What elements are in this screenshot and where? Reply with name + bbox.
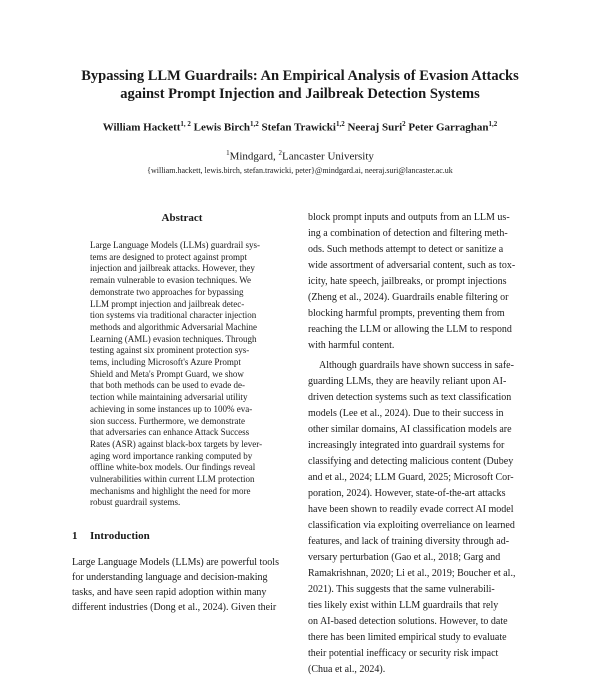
abstract-line: tems, including Microsoft's Azure Prompt bbox=[90, 357, 241, 368]
paragraph bbox=[308, 210, 534, 354]
text-line: driven detection systems such as text classification bbox=[308, 392, 512, 403]
abstract-line: Large Language Models (LLMs) guardrail sys- bbox=[90, 240, 261, 250]
abstract-line: testing against six prominent protection sys- bbox=[90, 345, 250, 356]
abstract-line: robust guardrail systems. bbox=[90, 497, 181, 508]
abstract-line: Rates (ASR) against black-box targets by lever- bbox=[90, 438, 263, 449]
text-line: guarding LLMs, they are heavily reliant upon AI- bbox=[308, 376, 507, 387]
affiliation-marker: 1 bbox=[226, 149, 230, 157]
author-name: Neeraj Suri bbox=[347, 121, 403, 134]
author-emails: {william.hackett, lewis.birch, stefan.trawicki, peter}@mindgard.ai, neeraj.suri@lancaster.ac.uk bbox=[147, 166, 453, 175]
intro-line: Large Language Models (LLMs) are powerful tools bbox=[72, 557, 279, 568]
section-title: Introduction bbox=[90, 530, 150, 542]
author-list bbox=[40, 120, 560, 134]
abstract-line: tection while maintaining adversarial utility bbox=[90, 392, 248, 403]
abstract-line: mechanisms and highlight the need for more bbox=[90, 485, 251, 496]
text-line: their potential inefficacy or security risk impact bbox=[308, 648, 499, 659]
abstract-line: LLM prompt injection and jailbreak detec- bbox=[90, 298, 245, 309]
text-line: on AI-based detection solutions. However, to date bbox=[308, 616, 508, 627]
text-line: poration, 2024). However, state-of-the-art attacks bbox=[308, 488, 506, 499]
abstract-line: achieving in some instances up to 100% eva- bbox=[90, 403, 253, 414]
text-line: ing a combination of detection and filtering meth- bbox=[308, 228, 508, 239]
text-line: blocking harmful prompts, preventing them from bbox=[308, 308, 505, 319]
abstract-line: that both methods can be used to evade de- bbox=[90, 380, 245, 391]
abstract-line: offline white-box models. Our findings reveal bbox=[90, 462, 256, 473]
text-line: block prompt inputs and outputs from an LLM us- bbox=[308, 212, 510, 223]
author-name: Lewis Birch bbox=[193, 121, 250, 134]
text-line: versary perturbation (Gao et al., 2018; Garg and bbox=[308, 552, 501, 563]
author-name: Stefan Trawicki bbox=[261, 121, 336, 134]
author-name: William Hackett bbox=[102, 121, 181, 134]
paragraph bbox=[308, 358, 534, 678]
abstract-heading: Abstract bbox=[161, 212, 203, 224]
text-line: 2021). This suggests that the same vulnerabili- bbox=[308, 584, 495, 595]
affiliation-name: Mindgard, bbox=[229, 150, 279, 163]
abstract-line: methods and algorithmic Adversarial Machine bbox=[90, 321, 257, 332]
author-affiliation-marker: 1,2 bbox=[250, 120, 259, 128]
text-line: wide assortment of adversarial content, such as tox- bbox=[308, 260, 516, 271]
text-line: ties likely exist within LLM guardrails that rely bbox=[308, 600, 499, 611]
abstract-line: remain vulnerable to evasion techniques. We bbox=[90, 275, 252, 286]
paper-title bbox=[40, 67, 560, 103]
abstract-line: demonstrate two approaches for bypassing bbox=[90, 286, 244, 297]
text-line: classifying and detecting malicious content (Dubey bbox=[308, 456, 514, 467]
abstract-line: vulnerabilities within current LLM protection bbox=[90, 474, 255, 485]
affiliations bbox=[40, 149, 560, 163]
abstract-line: that adversaries can enhance Attack Success bbox=[90, 427, 250, 438]
text-line: ods. Such methods attempt to detect or sanitize a bbox=[308, 244, 504, 255]
right-column bbox=[308, 210, 534, 678]
section-heading-introduction bbox=[72, 530, 150, 542]
text-line: (Chua et al., 2024). bbox=[308, 664, 386, 675]
introduction-body bbox=[72, 555, 294, 615]
text-line: increasingly integrated into guardrail systems for bbox=[308, 440, 505, 451]
author-name: Peter Garraghan bbox=[408, 121, 489, 134]
intro-line: different industries (Dong et al., 2024). Given their bbox=[72, 602, 277, 613]
author-affiliation-marker: 1,2 bbox=[335, 120, 345, 128]
text-line: there has been limited empirical study to evaluate bbox=[308, 632, 507, 643]
text-line: have been shown to readily evade correct AI model bbox=[308, 504, 514, 515]
title-line: Bypassing LLM Guardrails: An Empirical Analysis of Evasion Attacks bbox=[81, 68, 519, 84]
text-line: models (Lee et al., 2024). Due to their success in bbox=[308, 408, 504, 419]
text-line: Although guardrails have shown success in safe- bbox=[319, 360, 514, 371]
text-line: (Zheng et al., 2024). Guardrails enable filtering or bbox=[308, 292, 509, 303]
text-line: Ramakrishnan, 2020; Li et al., 2019; Boucher et al., bbox=[308, 568, 516, 579]
abstract-body bbox=[90, 240, 286, 509]
text-line: features, and lack of training diversity through ad- bbox=[308, 536, 510, 547]
text-line: icity, hate speech, jailbreaks, or prompt injections bbox=[308, 276, 507, 287]
text-line: and et al., 2024; LLM Guard, 2025; Microsoft Cor- bbox=[308, 472, 514, 483]
abstract-line: sion success. Furthermore, we demonstrate bbox=[90, 415, 245, 426]
abstract-line: Learning (AML) evasion techniques. Through bbox=[90, 333, 257, 344]
intro-line: for understanding language and decision-making bbox=[72, 572, 268, 583]
author-affiliation-marker: 2 bbox=[402, 120, 406, 128]
intro-line: tasks, and have seen rapid adoption within many bbox=[72, 587, 267, 598]
text-line: reaching the LLM or allowing the LLM to respond bbox=[308, 324, 512, 335]
text-line: other similar domains, AI classification models are bbox=[308, 424, 512, 435]
text-line: with harmful content. bbox=[308, 340, 395, 351]
text-line: classification via exploiting overreliance on learned bbox=[308, 520, 515, 531]
author-affiliation-marker: 1, 2 bbox=[180, 120, 191, 128]
affiliation-name: Lancaster University bbox=[281, 150, 374, 163]
affiliation-marker: 2 bbox=[278, 149, 282, 157]
section-number: 1 bbox=[72, 530, 78, 542]
title-line: against Prompt Injection and Jailbreak Detection Systems bbox=[120, 86, 480, 102]
abstract-line: tion systems via traditional character injection bbox=[90, 310, 257, 321]
abstract-line: aging word importance ranking computed by bbox=[90, 450, 253, 461]
author-affiliation-marker: 1,2 bbox=[488, 120, 498, 128]
abstract-line: Shield and Meta's Prompt Guard, we show bbox=[90, 368, 244, 379]
abstract-line: injection and jailbreak attacks. However, they bbox=[90, 263, 255, 274]
abstract-line: tems are designed to protect against prompt bbox=[90, 251, 247, 262]
